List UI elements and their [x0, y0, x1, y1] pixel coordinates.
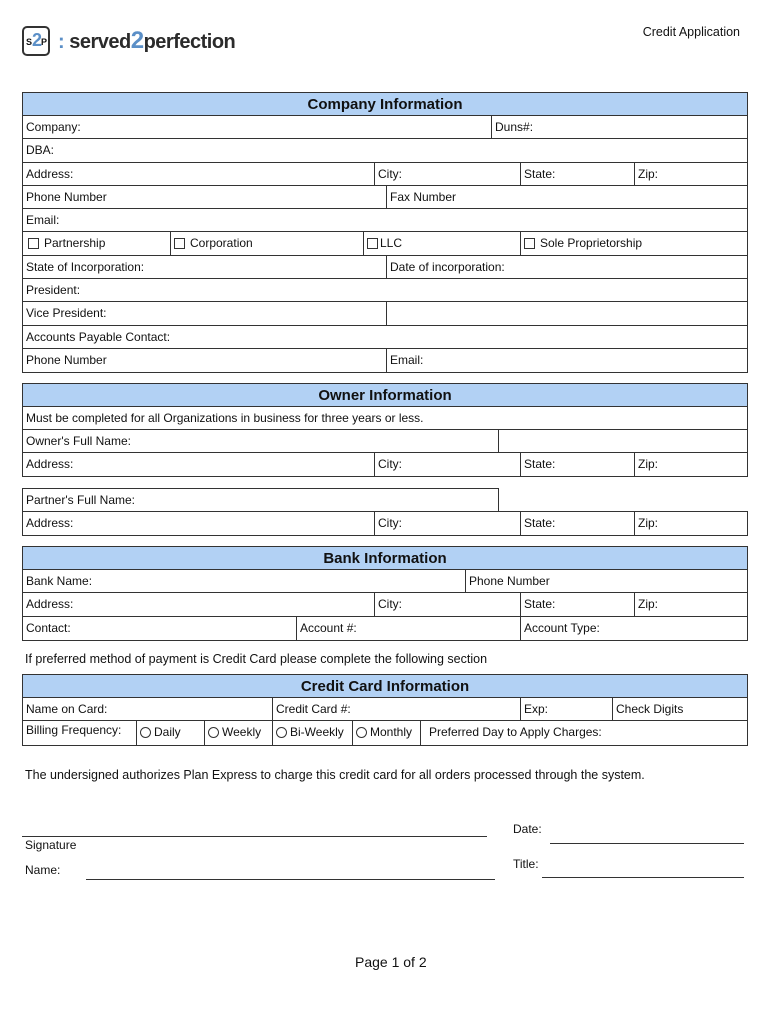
llc-label: LLC: [380, 236, 403, 251]
partner-full-name-field[interactable]: Partner's Full Name:: [26, 493, 135, 507]
bank-contact-field[interactable]: Contact:: [26, 620, 71, 635]
owner-note: Must be completed for all Organizations in business for three years or less.: [26, 411, 424, 425]
address-field[interactable]: Address:: [26, 166, 74, 181]
date-label: Date:: [513, 822, 542, 836]
bank-name-row: [23, 570, 747, 593]
phone-email-row: [23, 349, 747, 372]
company-logo: [22, 24, 235, 58]
logo-wordmark: [58, 27, 235, 55]
duns-field[interactable]: Duns#:: [491, 116, 749, 138]
bank-address-field[interactable]: Address:: [26, 597, 74, 612]
weekly-radio[interactable]: [208, 727, 219, 738]
biweekly-option[interactable]: [272, 721, 352, 744]
email-row: [23, 209, 747, 232]
credit-card-note: If preferred method of payment is Credit Card please complete the following section: [25, 652, 488, 666]
owner-zip-field[interactable]: Zip:: [634, 453, 749, 475]
bank-address-row: [23, 593, 747, 616]
partnership-option[interactable]: [25, 232, 170, 254]
logo-perfection: perfection: [143, 31, 236, 53]
sole-proprietorship-checkbox[interactable]: [524, 238, 535, 249]
authorization-statement: The undersigned authorizes Plan Express to charge this credit card for all orders processed through the system.: [25, 768, 645, 782]
signature-line[interactable]: [22, 836, 487, 837]
name-label: Name:: [25, 863, 61, 877]
expiration-field[interactable]: Exp:: [520, 698, 612, 720]
vice-president-field[interactable]: Vice President:: [26, 306, 107, 321]
check-digits-field[interactable]: Check Digits: [612, 698, 749, 720]
page-number: Page 1 of 2: [355, 954, 427, 970]
bank-phone-field[interactable]: Phone Number: [465, 570, 749, 592]
monthly-label: Monthly: [370, 725, 413, 740]
logo-two: 2: [130, 27, 144, 54]
dba-field[interactable]: DBA:: [26, 143, 55, 158]
vice-president-row: [23, 302, 747, 325]
credit-card-information-header: Credit Card Information: [23, 675, 747, 698]
partner-state-field[interactable]: State:: [520, 512, 633, 535]
partner-city-field[interactable]: City:: [374, 512, 520, 535]
entity-type-row: [23, 232, 747, 255]
president-row: [23, 279, 747, 302]
document-title: Credit Application: [642, 25, 740, 39]
owner-city-field[interactable]: City:: [374, 453, 520, 475]
title-line[interactable]: [542, 877, 744, 878]
owner-information-header: Owner Information: [23, 384, 747, 407]
sole-proprietorship-option[interactable]: [520, 232, 749, 254]
bank-information-section: [22, 546, 748, 641]
weekly-option[interactable]: [204, 721, 272, 744]
phone-fax-row: [23, 186, 747, 209]
llc-checkbox[interactable]: [367, 238, 378, 249]
daily-label: Daily: [154, 725, 181, 740]
monthly-radio[interactable]: [356, 727, 367, 738]
bank-state-field[interactable]: State:: [520, 593, 633, 615]
corporation-option[interactable]: [170, 232, 362, 254]
corporation-checkbox[interactable]: [174, 238, 185, 249]
sole-proprietorship-label: Sole Proprietorship: [540, 236, 643, 251]
partner-address-field[interactable]: Address:: [26, 516, 74, 530]
daily-option[interactable]: [136, 721, 204, 744]
partner-address-box: [22, 511, 748, 536]
card-details-row: [23, 698, 747, 721]
bank-contact-row: [23, 617, 747, 640]
signature-label: Signature: [25, 838, 77, 852]
bank-information-header: Bank Information: [23, 547, 747, 570]
email-2-field[interactable]: Email:: [386, 349, 749, 372]
email-field[interactable]: Email:: [26, 213, 60, 228]
owner-state-field[interactable]: State:: [520, 453, 633, 475]
date-line[interactable]: [550, 843, 744, 844]
billing-frequency-label: Billing Frequency:: [26, 723, 122, 738]
zip-field[interactable]: Zip:: [634, 163, 749, 185]
fax-field[interactable]: Fax Number: [386, 186, 749, 208]
credit-card-number-field[interactable]: Credit Card #:: [272, 698, 520, 720]
owner-note-row: [23, 407, 747, 430]
credit-card-information-section: [22, 674, 748, 746]
logo-mark-p: P: [40, 37, 47, 47]
preferred-day-field[interactable]: Preferred Day to Apply Charges:: [420, 721, 749, 744]
address-row: [23, 163, 747, 186]
logo-mark-s: S: [26, 37, 33, 47]
state-of-incorporation-field[interactable]: State of Incorporation:: [26, 259, 145, 274]
dba-row: [23, 139, 747, 162]
title-label: Title:: [513, 857, 539, 871]
logo-colon: :: [58, 31, 65, 53]
owner-name-row: [23, 430, 747, 453]
llc-option[interactable]: [363, 232, 519, 254]
partner-address-row: [23, 512, 747, 535]
company-row: [23, 116, 747, 139]
logo-mark: [22, 26, 50, 56]
company-information-section: [22, 92, 748, 373]
bank-city-field[interactable]: City:: [374, 593, 520, 615]
partner-zip-field[interactable]: Zip:: [634, 512, 749, 535]
name-on-card-field[interactable]: Name on Card:: [26, 702, 108, 716]
city-field[interactable]: City:: [374, 163, 520, 185]
partnership-checkbox[interactable]: [28, 238, 39, 249]
president-field[interactable]: President:: [26, 283, 81, 298]
biweekly-label: Bi-Weekly: [290, 725, 344, 740]
weekly-label: Weekly: [222, 725, 262, 740]
accounts-payable-contact-field[interactable]: Accounts Payable Contact:: [26, 329, 171, 344]
billing-frequency-row: [23, 721, 747, 744]
bank-name-field[interactable]: Bank Name:: [26, 574, 93, 588]
partner-name-box: [22, 488, 499, 512]
daily-radio[interactable]: [140, 727, 151, 738]
incorporation-row: [23, 256, 747, 279]
owner-information-section: [22, 383, 748, 477]
biweekly-radio[interactable]: [276, 727, 287, 738]
phone-number-2-field[interactable]: Phone Number: [26, 352, 107, 367]
vice-president-extra-field[interactable]: [386, 302, 749, 324]
bank-zip-field[interactable]: Zip:: [634, 593, 749, 615]
owner-full-name-field[interactable]: Owner's Full Name:: [23, 430, 499, 452]
monthly-option[interactable]: [352, 721, 420, 744]
company-field[interactable]: Company:: [26, 120, 81, 134]
logo-served: served: [69, 31, 131, 53]
owner-address-field[interactable]: Address:: [26, 457, 74, 472]
account-type-field[interactable]: Account Type:: [520, 617, 749, 640]
logo-mark-2: 2: [32, 30, 43, 50]
phone-field[interactable]: Phone Number: [26, 189, 107, 204]
state-field[interactable]: State:: [520, 163, 633, 185]
company-information-header: Company Information: [23, 93, 747, 116]
ap-contact-row: [23, 326, 747, 349]
partnership-label: Partnership: [44, 236, 106, 251]
corporation-label: Corporation: [190, 236, 253, 251]
owner-address-row: [23, 453, 747, 476]
name-line[interactable]: [86, 879, 495, 880]
account-number-field[interactable]: Account #:: [296, 617, 520, 640]
date-of-incorporation-field[interactable]: Date of incorporation:: [386, 256, 749, 278]
